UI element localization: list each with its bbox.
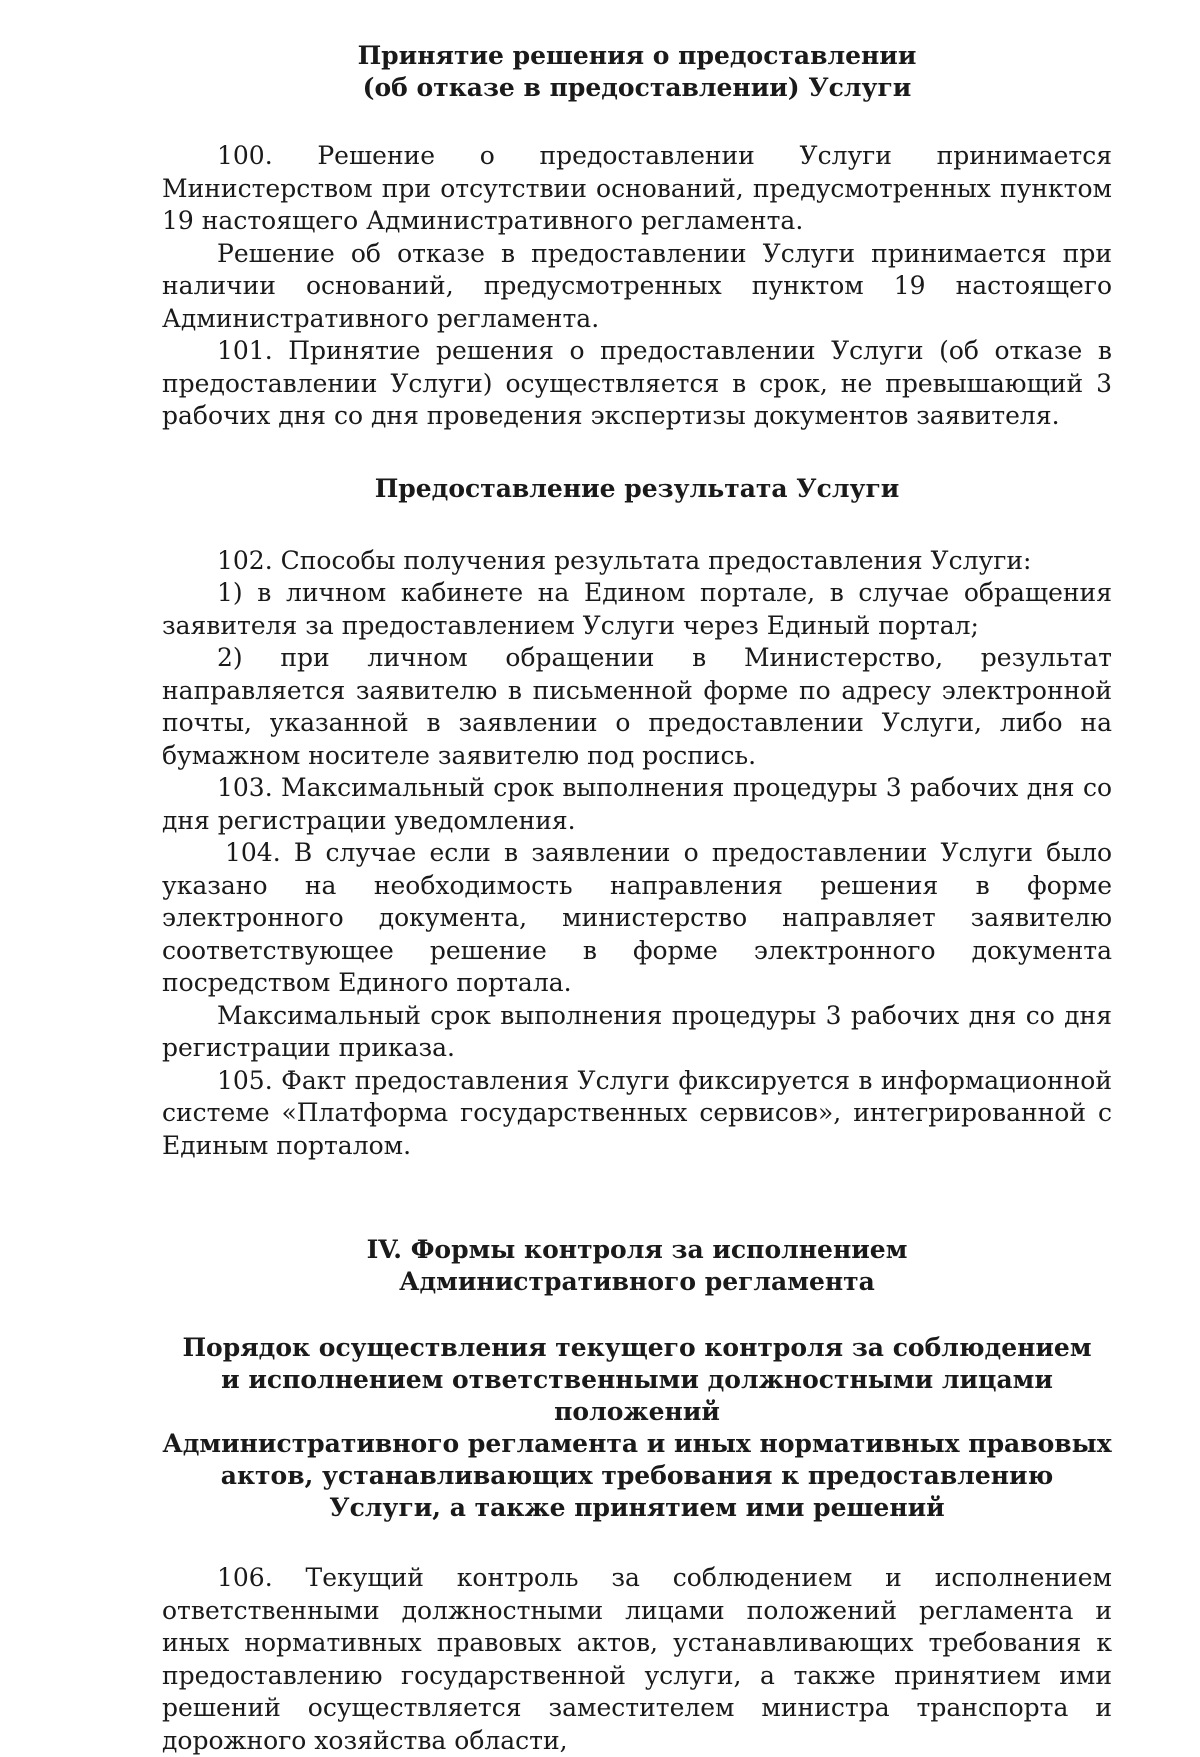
heading-result [162, 473, 1112, 505]
paragraph-106: 106. Текущий контроль за соблюдением и исполнением ответственными должностными лицами положений регламента и иных нормативных правовых актов, устанавливающих требования к предоставлению государственной услуги, а также принятием ими решений осуществляется заместителем министра транспорта и дорожного хозяйства области, [162, 1563, 1112, 1755]
spacer [162, 1524, 1112, 1562]
heading-line: Административного регламента [399, 1267, 875, 1296]
paragraph-102: 102. Способы получения результата предоставления Услуги: [217, 545, 1032, 575]
document-page [162, 40, 1112, 1757]
spacer [162, 1162, 1112, 1234]
paragraph-103: 103. Максимальный срок выполнения процедуры 3 рабочих дня со дня регистрации уведомления. [162, 773, 1112, 835]
heading-line: и исполнением ответственными должностными лицами положений [221, 1365, 1053, 1426]
heading-line: Административного регламента и иных нормативных правовых [162, 1429, 1112, 1458]
spacer [162, 1298, 1112, 1332]
paragraph-102-item-2: 2) при личном обращении в Министерство, результат направляется заявителю в письменной форме по адресу электронной почты, указанной в заявлении о предоставлении Услуги, либо на бумажном носителе заявителю под роспись. [162, 643, 1112, 770]
paragraph-102-item-1: 1) в личном кабинете на Едином портале, в случае обращения заявителя за предоставлением Услуги через Единый портал; [162, 578, 1112, 640]
paragraph-101: 101. Принятие решения о предоставлении Услуги (об отказе в предоставлении Услуги) осуществляется в срок, не превышающий 3 рабочих дня со дня проведения экспертизы документов заявителя. [162, 336, 1112, 430]
spacer [162, 104, 1112, 140]
heading-line: (об отказе в предоставлении) Услуги [362, 73, 912, 102]
heading-control [162, 1332, 1112, 1524]
heading-line: Предоставление результата Услуги [374, 473, 900, 503]
paragraph-104-term: Максимальный срок выполнения процедуры 3 рабочих дня со дня регистрации приказа. [162, 1000, 1112, 1062]
paragraph-100: 100. Решение о предоставлении Услуги принимается Министерством при отсутствии оснований, предусмотренных пунктом 19 настоящего Административного регламента. [162, 141, 1112, 235]
heading-section-iv [162, 1234, 1112, 1298]
heading-line: Порядок осуществления текущего контроля за соблюдением [182, 1333, 1092, 1362]
paragraph-104: 104. В случае если в заявлении о предоставлении Услуги было указано на необходимость направления решения в форме электронного документа, министерство направляет заявителю соответствующее решение в форме электронного документа посредством Единого портала. [162, 838, 1112, 997]
heading-line: IV. Формы контроля за исполнением [366, 1235, 908, 1264]
paragraph-105: 105. Факт предоставления Услуги фиксируется в информационной системе «Платформа государственных сервисов», интегрированной с Единым порталом. [162, 1065, 1112, 1160]
heading-line: Услуги, а также принятием ими решений [329, 1493, 945, 1522]
spacer [162, 505, 1112, 545]
heading-line: актов, устанавливающих требования к предоставлению [220, 1461, 1054, 1490]
heading-decision [162, 40, 1112, 104]
paragraph-refusal: Решение об отказе в предоставлении Услуги принимается при наличии оснований, предусмотренных пунктом 19 настоящего Административного регламента. [162, 238, 1112, 333]
spacer [162, 433, 1112, 473]
heading-line: Принятие решения о предоставлении [357, 41, 917, 70]
